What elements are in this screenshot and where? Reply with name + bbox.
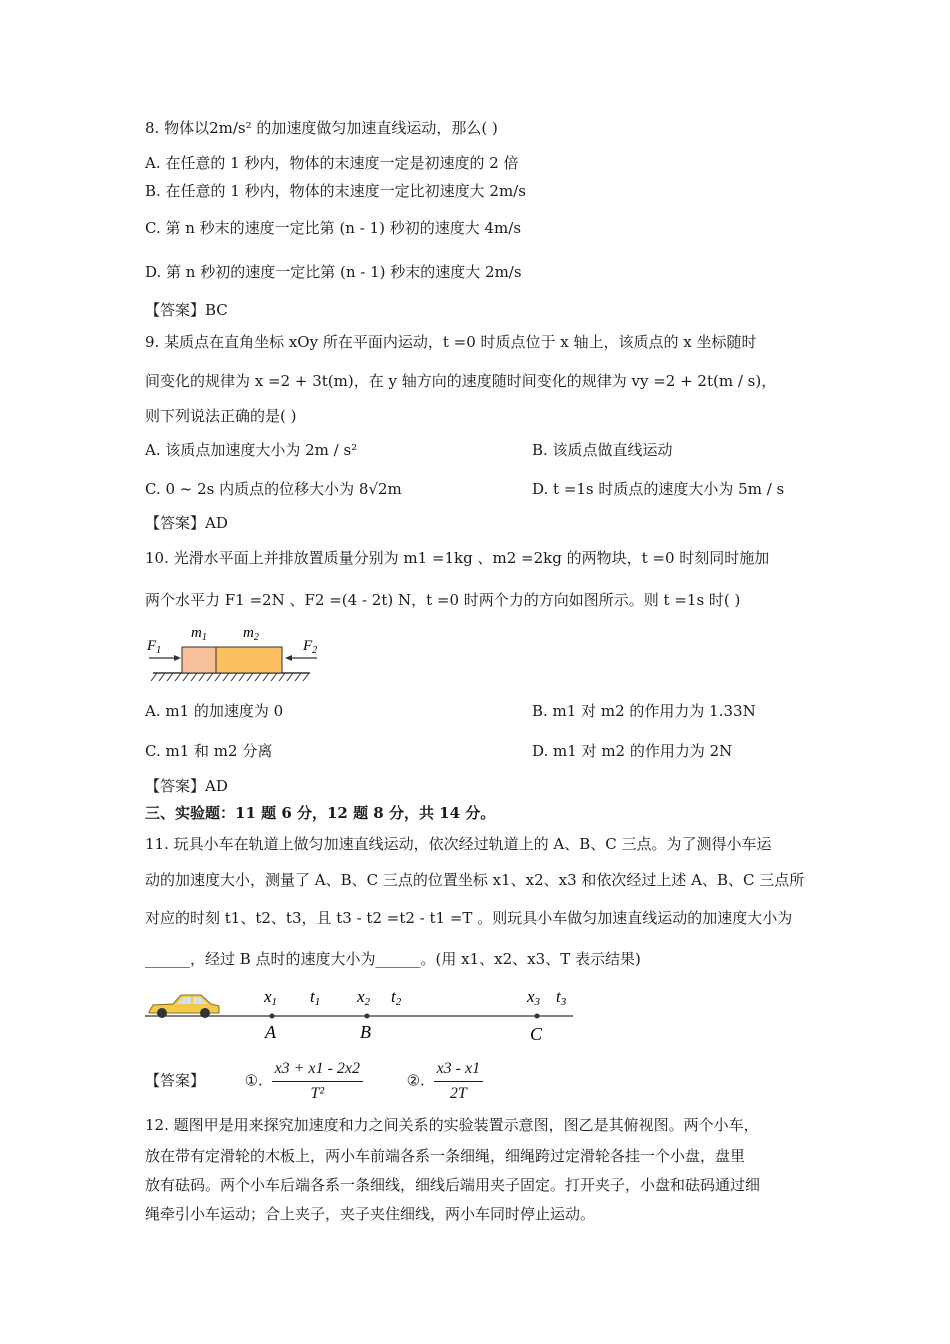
q11-answer2-mark: ②. xyxy=(406,1071,425,1090)
q9-option-d: D. t =1s 时质点的速度大小为 5m / s xyxy=(532,480,785,498)
q12-line4: 绳牵引小车运动；合上夹子，夹子夹住细线，两小车同时停止运动。 xyxy=(145,1205,596,1223)
q10-answer: 【答案】AD xyxy=(145,777,228,795)
q10-option-b: B. m1 对 m2 的作用力为 1.33N xyxy=(532,702,756,720)
toy-car-icon xyxy=(149,995,219,1018)
q8-stem: 8. 物体以2m/s² 的加速度做匀加速直线运动，那么( ) xyxy=(145,119,498,137)
q9-stem-line1: 9. 某质点在直角坐标 xOy 所在平面内运动，t =0 时质点位于 x 轴上，该质点的 x 坐标随时 xyxy=(145,333,757,351)
label-f2: $F_2$ xyxy=(303,638,318,656)
q8-option-c: C. 第 n 秒末的速度一定比第 (n - 1) 秒初的速度大 4m/s xyxy=(145,219,522,237)
q10-option-a: A. m1 的加速度为 0 xyxy=(145,702,284,720)
label-t1: t1 xyxy=(310,987,321,1008)
label-point-a: A xyxy=(265,1022,276,1042)
label-f1: $F_1$ xyxy=(147,638,162,656)
q8-answer: 【答案】BC xyxy=(145,301,228,319)
label-point-b: B xyxy=(360,1022,371,1042)
q8-option-b: B. 在任意的 1 秒内，物体的末速度一定比初速度大 2m/s xyxy=(145,182,526,200)
label-t2: t2 xyxy=(391,987,402,1008)
label-point-c: C xyxy=(530,1024,543,1044)
q10-option-d: D. m1 对 m2 的作用力为 2N xyxy=(532,742,733,760)
label-x3: x3 xyxy=(527,987,541,1008)
q11-answer-label: 【答案】 xyxy=(145,1071,206,1090)
q11-track-figure xyxy=(145,982,585,1048)
point-c-dot xyxy=(535,1014,540,1019)
label-m1: $m_1$ xyxy=(191,625,207,643)
q11-answer2-fraction xyxy=(434,1058,484,1105)
label-t3: t3 xyxy=(556,987,567,1008)
q11-stem-line2: 动的加速度大小，测量了 A、B、C 三点的位置坐标 x1、x2、x3 和依次经过上述 A、B、C 三点所 xyxy=(145,871,805,889)
section-heading: 三、实验题：11 题 6 分，12 题 8 分，共 14 分。 xyxy=(145,804,496,822)
q9-option-b: B. 该质点做直线运动 xyxy=(532,441,673,459)
q10-option-c: C. m1 和 m2 分离 xyxy=(145,742,273,760)
q11-answer-row xyxy=(145,1058,487,1105)
q11-answer1-denominator: T² xyxy=(310,1085,325,1102)
q12-line1: 12. 题图甲是用来探究加速度和力之间关系的实验装置示意图，图乙是其俯视图。两个小车， xyxy=(145,1116,759,1134)
q11-answer1-fraction xyxy=(272,1058,363,1105)
q10-stem-line1: 10. 光滑水平面上并排放置质量分别为 m1 =1kg 、m2 =2kg 的两物块，t =0 时刻同时施加 xyxy=(145,549,770,567)
q9-option-c: C. 0 ~ 2s 内质点的位移大小为 8√2m xyxy=(145,480,402,498)
label-m2: $m_2$ xyxy=(243,625,259,643)
ground-hatching xyxy=(151,673,309,681)
q11-answer1-mark: ①. xyxy=(244,1071,263,1090)
q8-option-a: A. 在任意的 1 秒内，物体的末速度一定是初速度的 2 倍 xyxy=(145,154,519,172)
point-a-dot xyxy=(270,1014,275,1019)
q11-answer1-numerator: x3 + x1 - 2x2 xyxy=(272,1058,363,1082)
q11-stem-line3: 对应的时刻 t1、t2、t3，且 t3 - t2 =t2 - t1 =T 。则玩具小车做匀加速直线运动的加速度大小为 xyxy=(145,909,793,927)
q11-answer2-numerator: x3 - x1 xyxy=(434,1058,484,1082)
point-b-dot xyxy=(365,1014,370,1019)
q11-stem-line1: 11. 玩具小车在轨道上做匀加速直线运动，依次经过轨道上的 A、B、C 三点。为了测得小车运 xyxy=(145,835,772,853)
q11-answer2-denominator: 2T xyxy=(449,1085,467,1102)
q9-answer: 【答案】AD xyxy=(145,514,228,532)
q9-stem-line2: 间变化的规律为 x =2 + 3t(m)，在 y 轴方向的速度随时间变化的规律为 vy =2 + 2t(m / s)， xyxy=(145,372,777,390)
label-x1: x1 xyxy=(264,987,278,1008)
q10-blocks-figure xyxy=(145,620,325,690)
q8-option-d: D. 第 n 秒初的速度一定比第 (n - 1) 秒末的速度大 2m/s xyxy=(145,263,522,281)
q9-option-a: A. 该质点加速度大小为 2m / s² xyxy=(145,441,358,459)
q11-stem-line4: ______，经过 B 点时的速度大小为______。(用 x1、x2、x3、T 表示结果) xyxy=(145,950,641,968)
label-x2: x2 xyxy=(357,987,371,1008)
block-m2 xyxy=(216,647,282,673)
block-m1 xyxy=(182,647,216,673)
q9-stem-line3: 则下列说法正确的是( ) xyxy=(145,407,297,425)
q12-line2: 放在带有定滑轮的木板上，两小车前端各系一条细绳，细绳跨过定滑轮各挂一个小盘，盘里 xyxy=(145,1147,746,1165)
q12-line3: 放有砝码。两个小车后端各系一条细线，细线后端用夹子固定。打开夹子，小盘和砝码通过细 xyxy=(145,1176,761,1194)
q10-stem-line2: 两个水平力 F1 =2N 、F2 =(4 - 2t) N，t =0 时两个力的方向如图所示。则 t =1s 时( ) xyxy=(145,591,741,609)
